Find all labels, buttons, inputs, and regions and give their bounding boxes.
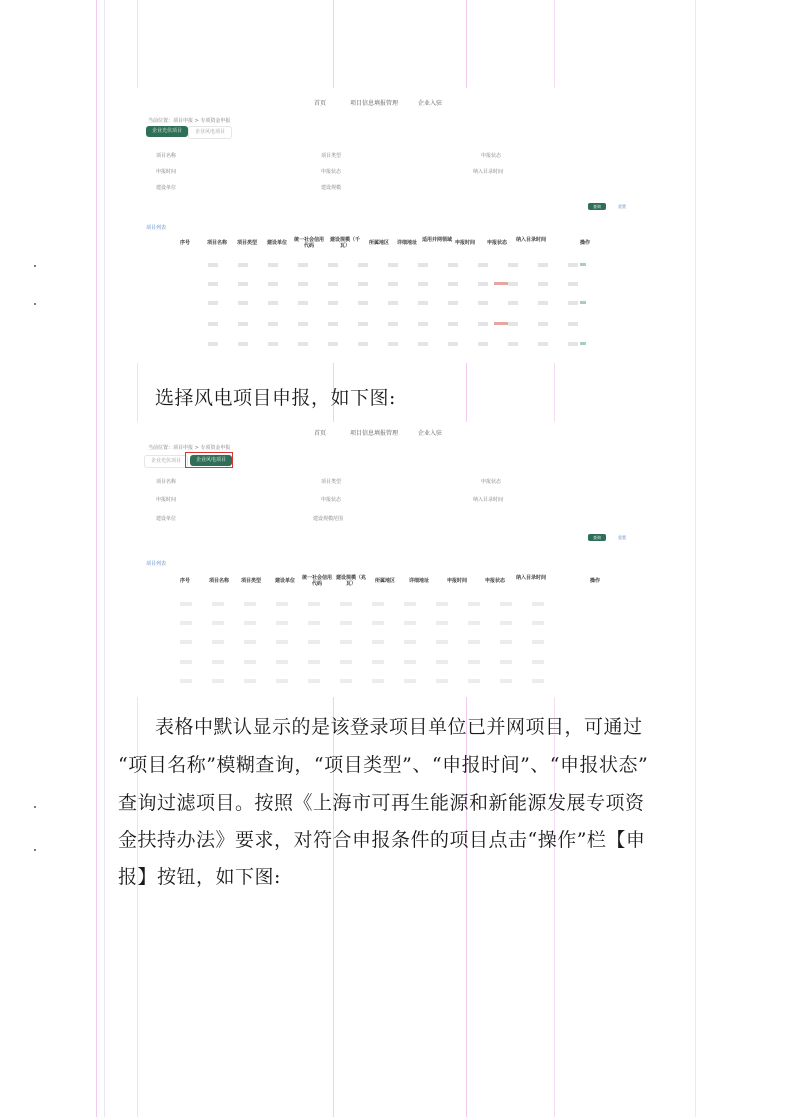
column-header: 纳入目录时间: [515, 237, 546, 243]
table-row: [180, 640, 560, 644]
paragraph-line: 查询过滤项目。按照《上海市可再生能源和新能源发展专项资: [118, 792, 645, 814]
screenshot-wind-list: [128, 422, 648, 697]
reset-button[interactable]: 重置: [618, 535, 626, 540]
paragraph-line: 报】按钮，如下图:: [118, 866, 281, 888]
paragraph-line: 表格中默认显示的是该登录项目单位已并网项目，可通过: [155, 716, 643, 738]
row-action-mark[interactable]: [580, 301, 586, 304]
column-header: 项目类型: [240, 578, 261, 584]
row-status-mark: [494, 282, 508, 285]
column-header: 建设规模（千瓦）: [329, 237, 360, 249]
filter-label: 申报状态: [321, 497, 342, 503]
filter-label: 申报状态: [481, 153, 502, 159]
scan-dot: [34, 303, 36, 305]
filter-label: 建设单位: [156, 516, 177, 522]
scan-streak: [695, 0, 696, 1117]
scan-dot: [34, 849, 36, 851]
column-header: 操作: [579, 240, 590, 246]
breadcrumb: 当前位置：项目申报 > 专项资金申报: [148, 445, 231, 451]
scan-dot: [34, 265, 36, 267]
table-row: [208, 301, 588, 305]
filter-label: 项目名称: [156, 479, 177, 485]
filter-label: 建设规模范围: [313, 516, 344, 522]
filter-label: 申报时间: [156, 497, 177, 503]
header-right[interactable]: 企业入驻: [418, 430, 443, 437]
row-action-mark[interactable]: [580, 263, 586, 266]
table-row: [180, 602, 560, 606]
filter-label: 纳入目录时间: [473, 169, 504, 175]
section-label: 项目列表: [146, 225, 167, 231]
filter-label: 申报时间: [156, 169, 177, 175]
column-header: 申报时间: [446, 578, 467, 584]
column-header: 序号: [179, 240, 190, 246]
header-nav[interactable]: 项目信息填报管理: [350, 100, 399, 107]
column-header: 项目名称: [206, 240, 227, 246]
column-header: 统一社会信用代码: [293, 237, 324, 249]
column-header: 所属地区: [368, 240, 389, 246]
column-header: 项目类型: [236, 240, 257, 246]
column-header: 纳入目录时间: [515, 575, 546, 581]
column-header: 申报时间: [454, 240, 475, 246]
column-header: 建设规模（兆瓦）: [335, 575, 366, 587]
column-header: 详细地址: [408, 578, 429, 584]
column-header: 所属地区: [374, 578, 395, 584]
filter-label: 纳入目录时间: [473, 497, 504, 503]
screenshot-solar-list: [128, 88, 648, 363]
table-row: [208, 342, 588, 346]
row-action-mark[interactable]: [580, 342, 586, 345]
column-header: 建设单位: [266, 240, 287, 246]
header-home[interactable]: 首页: [314, 100, 327, 107]
column-header: 详细地址: [396, 240, 417, 246]
highlight-box: [185, 452, 233, 468]
column-header: 申报状态: [486, 240, 507, 246]
filter-label: 建设规模: [321, 185, 342, 191]
column-header: 操作: [589, 578, 600, 584]
query-button[interactable]: 查询: [588, 534, 606, 541]
scan-streak: [104, 0, 105, 1117]
column-header: 建设单位: [274, 578, 295, 584]
table-row: [208, 282, 588, 286]
filter-label: 申报状态: [321, 169, 342, 175]
table-row: [208, 263, 588, 267]
table-row: [180, 679, 560, 683]
tab-solar-projects[interactable]: 企业光伏项目: [146, 126, 188, 137]
paragraph-line: “项目名称”模糊查询，“项目类型”、“申报时间”、“申报状态”: [118, 754, 649, 776]
caption-select-wind: 选择风电项目申报，如下图:: [155, 387, 396, 409]
column-header: 项目名称: [208, 578, 229, 584]
table-row: [180, 621, 560, 625]
table-row: [208, 322, 588, 326]
filter-label: 申报状态: [481, 479, 502, 485]
header-right[interactable]: 企业入驻: [418, 100, 443, 107]
filter-label: 项目类型: [321, 479, 342, 485]
reset-button[interactable]: 重置: [618, 204, 626, 209]
column-header: 申报状态: [484, 578, 505, 584]
filter-label: 建设单位: [156, 185, 177, 191]
header-home[interactable]: 首页: [314, 430, 327, 437]
column-header: 序号: [179, 578, 190, 584]
tab-wind-projects[interactable]: 企业风电项目: [188, 126, 232, 139]
breadcrumb: 当前位置：项目申报 > 专项资金申报: [148, 118, 231, 124]
section-label: 项目列表: [146, 561, 167, 567]
header-nav[interactable]: 项目信息填报管理: [350, 430, 399, 437]
table-row: [180, 660, 560, 664]
tab-solar-projects[interactable]: 企业光伏项目: [144, 455, 188, 468]
paragraph-line: 金扶持办法》要求，对符合申报条件的项目点击“操作”栏【申: [118, 829, 646, 851]
filter-label: 项目类型: [321, 153, 342, 159]
filter-label: 项目名称: [156, 153, 177, 159]
column-header: 统一社会信用代码: [301, 575, 332, 587]
tab-wind-projects[interactable]: 企业风电项目: [190, 455, 232, 466]
row-status-mark: [494, 322, 508, 325]
scan-streak: [96, 0, 97, 1117]
scan-dot: [34, 806, 36, 808]
query-button[interactable]: 查询: [588, 203, 606, 210]
column-header: 适用并网领域: [421, 237, 452, 243]
